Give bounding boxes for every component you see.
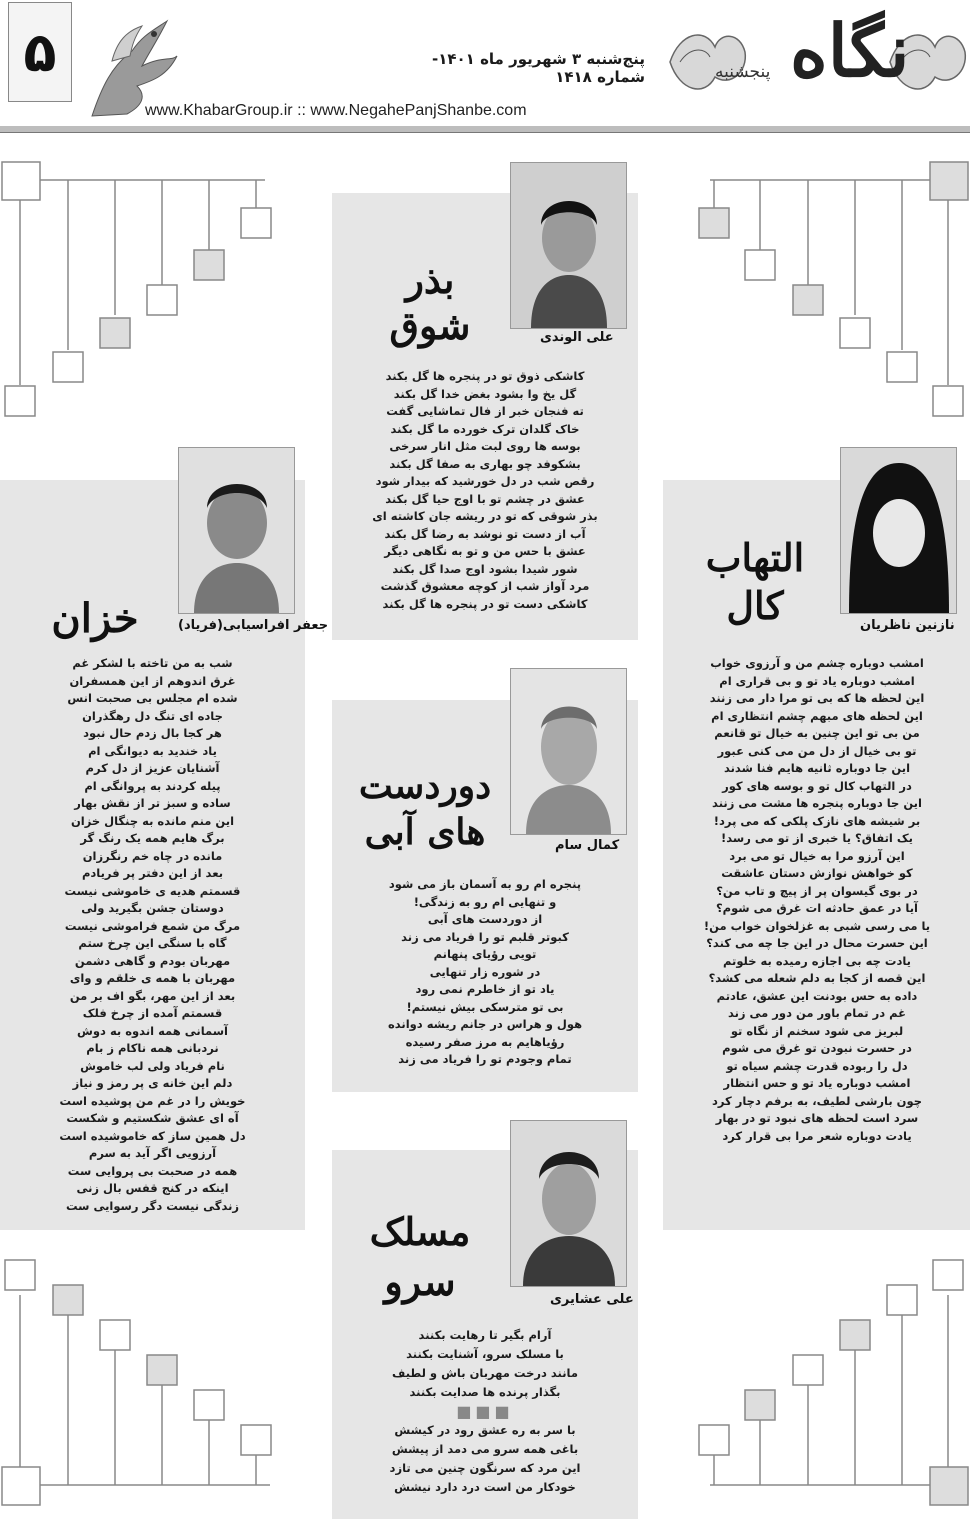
poem-line: اینکه در کنج قفس بال زنی [76,1181,229,1195]
poem-text-dourdast [340,876,630,1069]
poem-line: آب از دست تو نوشد به رضا گل بکند [384,526,586,541]
poem-title-line2: شوق [389,302,471,348]
issue-dateline: پنج‌شنبه ۳ شهریور ماه ۱۴۰۱- شماره ۱۴۱۸ [431,50,645,86]
poem-line: بر شیشه های نازک پلکی که می پرد! [713,813,921,828]
person-portrait-icon [511,1121,626,1286]
poem-line: این حسرت محال در این جا چه می کند؟ [706,936,928,950]
poem-line: امشب دوباره چشم من و آرزوی خواب [710,656,924,670]
poem-line: از دوردست های آبی [427,912,543,926]
author-name-khazan: جعفر افراسیابی(فریاد) [178,618,329,633]
poem-line: شب به من تاخته با لشکر غم [72,656,233,670]
poem-title-line1: التهاب [705,535,805,580]
person-portrait-icon [179,448,294,613]
poem-line: آرام بگیر تا رهایت بکنند [418,1328,552,1342]
poem-line: و تنهایی ام رو به زندگی! [413,894,557,909]
author-name-maslak: علی عشایری [550,1292,634,1307]
poem-text-maslak [340,1326,630,1497]
poem-line: این جا دوباره پنجره ها مشت می زنند [712,796,922,810]
poem-line: این لحظه های مبهم چشم انتظاری ام [711,708,923,723]
decorative-branch-top-right [690,150,970,420]
person-portrait-icon [511,669,626,834]
poem-line: چون بارشی لطیف، به برفم دچار کرد [712,1093,922,1108]
poem-line: من بی تو این چنین به خیال تو قانعم [714,726,920,740]
poem-line: مرد آواز شب از کوچه معشوق گذشت [380,579,590,593]
poem-line: پنجره ام رو به آسمان باز می شود [388,877,582,891]
decorative-branch-bottom-left [0,1255,300,1515]
poem-line: ساده و سبز تر از نقش بهار [74,796,231,810]
poem-line: خودکار من است درد دارد نیشش [394,1480,576,1494]
author-photo-maslak [510,1120,627,1287]
poem-line: با مسلک سرو، آشنایت بکنند [406,1347,564,1361]
poem-line: قسمتم آمده از چرخ فلک [82,1006,223,1020]
poem-title-line1: دوردست [358,765,492,807]
poem-title-line1: بذر [405,257,455,302]
person-portrait-icon [841,448,956,613]
poem-line: نام فریاد ولی لب خاموش [80,1058,225,1073]
poem-line: با سر به ره عشق رود در کیشش [394,1423,576,1437]
poem-line: این جا دوباره ثانیه هایم فنا شدند [723,761,911,775]
author-name-bazr: علی الوندی [540,330,614,345]
poem-line: مهربان با همه ی خلقم و وای [69,971,236,985]
poem-line: گل یخ وا بشود بغض خدا گل بکند [393,386,577,401]
poem-line: غرق اندوهم از این همسفران [69,673,236,688]
poem-line: یاد خندید به دیوانگی ام [88,743,217,758]
poem-line: یادت چه بی اجازه رمیده به خلوتم [723,953,911,968]
poem-line: بعد از این دفتر پر فریادم [81,866,224,880]
stanza-separator: ■■■ [456,1402,514,1421]
poem-text-eltehab [672,655,962,1145]
poem-line: آشنایان عزیز از دل کرم [85,761,220,775]
poem-line: بوسه ها روی لبت مثل انار سرخی [389,439,581,453]
poem-line: هول و هراس در جانم ریشه دوانده [387,1017,583,1031]
poem-line: مرگ من شمع فراموشی نیست [64,918,241,933]
poem-text-bazr [340,368,630,613]
poem-line: دل همین ساز که خاموشیده است [59,1128,246,1143]
poem-line: امشب دوباره یاد تو و بی قراری ام [719,673,915,688]
poem-line: تمام وجودم تو را فریاد می زند [398,1052,572,1066]
poem-line: رؤیاهایم به مرز صفر رسیده [405,1034,565,1049]
masthead-subtitle: پنجشنبه [715,62,771,82]
poem-line: عشق در چشم تو با اوج حیا گل بکند [385,491,585,506]
poem-line: ته فنجان خبر از فال تماشایی گفت [386,404,584,418]
page-number: ۵ [8,2,72,102]
poem-text-khazan [15,655,290,1215]
poem-line: این مرد که سرنگون چنین می تازد [389,1461,581,1475]
poem-line: خویش را در غم من پوشیده است [59,1093,246,1108]
poem-line: همه در صحبت بی پروایی ست [67,1163,238,1178]
poem-line: آرزویی اگر آید به سرم [88,1146,217,1160]
poem-line: این قصه از کجا به دلم شعله می کشد؟ [708,971,926,985]
poem-line: بشکوفد چو بهاری به صفا گل بکند [389,456,581,471]
poem-line: عشق با حس من و تو به نگاهی دیگر [384,544,586,558]
poem-line: یادت دوباره شعر مرا بی قرار کرد [722,1128,912,1143]
poem-line: دل را ربوده قدرت چشم سیاه تو [726,1058,908,1073]
poem-line: مانند درخت مهربان باش و لطیف [392,1366,578,1380]
poem-line: بگذار پرنده ها صدایت بکنند [409,1385,561,1399]
poem-line: بی تو مترسکی بیش نیستم! [406,999,564,1014]
poem-title-line2: کال [726,582,784,628]
poem-line: داده به حس بودنت این عشق، عادتم [716,988,918,1003]
poem-line: خاک گلدان ترک خورده ما گل بکند [390,421,580,436]
poem-line: گاه با سنگی این چرخ ستم [78,936,227,950]
poem-line: یا می رسی شبی به غزلخوان خواب من! [703,918,931,933]
poem-line: در حسرت نبودن تو غرق می شوم [722,1041,912,1055]
poem-line: یاد تو از خاطرم نمی رود [415,982,555,996]
poem-line: زندگی نیست دگر رسوایی ست [65,1198,240,1213]
poem-line: پیله کردند به پروانگی ام [84,778,221,793]
poem-line: کو خواهش نوازش دستان عاشقت [721,866,913,880]
poem-line: دوستان جشن بگیرید ولی [81,901,224,915]
author-name-dourdast: کمال سام [555,838,620,853]
poem-line: در بوی گیسوان پر از پیچ و تاب من؟ [716,883,918,898]
poem-line: تویی رؤیای پنهانم [433,947,537,961]
poem-line: مانده در چاه خم رنگرزان [82,848,223,863]
poem-line: کبوتر قلبم تو را فریاد می زند [401,929,569,944]
poem-line: قسمتم هدیه ی خاموشی نیست [64,883,241,898]
poem-line: سرد است لحظه های نبود تو در بهار [715,1111,919,1125]
poem-line: مهربان بودم و گاهی دشمن [74,953,231,968]
poem-line: برگ هایم همه یک رنگ گر [80,831,225,845]
person-portrait-icon [511,163,626,328]
poem-line: باغی همه سرو می دمد از پیشش [391,1442,579,1456]
poem-line: آیا در عمق حادثه ات غرق می شوم؟ [715,901,919,915]
poem-title-maslak [365,1209,475,1304]
poem-line: جاده ای تنگ دل رهگذران [82,708,223,723]
poem-line: این لحظه ها که بی تو مرا دار می زنند [709,691,925,705]
poem-line: آسمانی همه اندوه به دوش [77,1023,228,1038]
poem-line: نردبانی همه ناکام ز بام [86,1041,219,1055]
poem-line: شده ام مجلس بی صحبت انس [67,691,238,705]
poem-line: امشب دوباره یاد تو و حس انتظار [723,1076,911,1090]
author-photo-eltehab [840,447,957,614]
poem-title-bazr [380,257,480,348]
author-name-eltehab: نازنین ناظریان [860,618,955,633]
poem-title-khazan: خزان [51,595,139,642]
poem-line: لبریز می شود سخنم از نگاه تو [730,1023,904,1038]
author-photo-khazan [178,447,295,614]
poem-title-line2: های آبی [364,810,486,853]
poem-line: غم در تمام باور من دور می زند [727,1006,907,1020]
poem-line: تو بی خیال از دل من می کنی عبور [717,743,917,758]
poem-line: کاشکی ذوق تو در پنجره ها گل بکند [385,369,585,383]
poem-line: بعد از این مهر، بگو اف بر من [69,988,236,1003]
header-divider [0,126,970,133]
author-photo-dourdast [510,668,627,835]
poem-line: این منم مانده به چنگال خزان [70,813,235,828]
poem-line: رقص شب در دل خورشید که بیدار شود [375,474,595,488]
poem-title-line1: مسلک [369,1209,471,1254]
decorative-branch-top-left [0,150,300,420]
poem-line: بذر شوقی که تو در ریشه جان کاشته ای [372,509,598,523]
poem-line: هر کجا بال زدم حال نبود [83,726,222,740]
author-photo-bazr [510,162,627,329]
poem-title-dourdast [355,765,495,853]
poem-title-line2: سرو [384,1258,456,1304]
poem-line: آه ای عشق شکستیم و شکست [66,1111,239,1125]
decorative-branch-bottom-right [690,1255,970,1515]
poem-line: کاشکی دست تو در پنجره ها گل بکند [382,596,588,611]
website-urls[interactable]: www.KhabarGroup.ir :: www.NegahePanjShanbe.com [145,102,527,119]
masthead-logo: نگاه [790,8,910,93]
poem-line: این آرزو مرا به خیال تو می برد [729,848,905,863]
poem-title-eltehab [700,535,810,628]
poem-line: شور شیدا بشود اوج صدا گل بکند [392,561,578,576]
poem-line: یک اتفاق؟ یا خبری از تو می رسد! [721,831,913,845]
poem-line: دلم این خانه ی پر رمز و نیاز [72,1076,233,1090]
poem-line: در شوره زار تنهایی [429,964,541,979]
poem-line: در التهاب کال تو و بوسه های کور [722,778,912,793]
